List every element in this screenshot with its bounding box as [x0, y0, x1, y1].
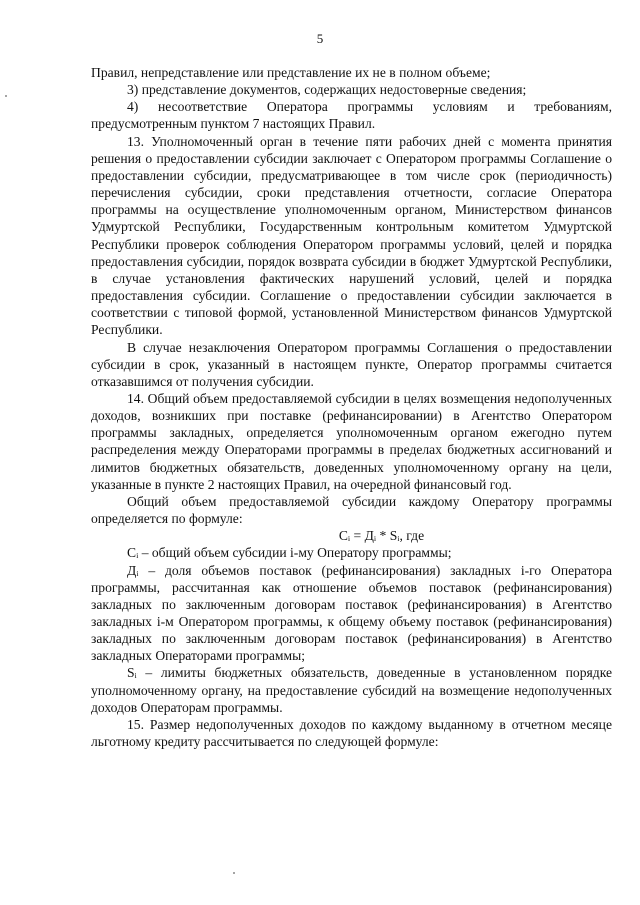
page-number: 5: [316, 31, 324, 46]
clause-14: 14. Общий объем предоставляемой субсидии в целях возмещения недополученных доходов, возникших при поставке (рефинансировании) в Агентство Оператором программы закладных, определяется уполномоченным органом ежегодно путем распределения между Операторами программы в пределах бюджетных ассигнований и лимитов бюджетных обязательств, доведенных уполномоченному органу на цели, указанные в пункте 2 настоящих Правил, на очередной финансовый год.: [91, 390, 612, 492]
clause-13-non-conclusion: В случае незаключения Оператором программы Соглашения о предоставлении субсидии в срок, указанный в настоящем пункте, Оператор программы считается отказавшимся от получения субсидии.: [91, 339, 612, 389]
subsidy-formula: Cᵢ = Дᵢ * Sᵢ, где: [338, 528, 425, 544]
document-body: [91, 64, 612, 750]
scan-speck: [5, 95, 7, 97]
formula-intro: Общий объем предоставляемой субсидии каждому Оператору программы определяется по формуле:: [91, 493, 612, 527]
scan-speck: [233, 872, 235, 874]
paragraph-rules-continuation: Правил, непредставление или представление их не в полном объеме;: [91, 65, 491, 80]
definition-si: Sᵢ – лимиты бюджетных обязательств, доведенные в установленном порядке уполномоченному органу, на предоставление субсидий на возмещение недополученных доходов Операторам программы.: [91, 665, 612, 715]
definition-ci: Cᵢ – общий объем субсидии i-му Оператору программы;: [127, 545, 452, 561]
list-item-4: 4) несоответствие Оператора программы условиям и требованиям, предусмотренным пунктом 7 настоящих Правил.: [91, 99, 612, 132]
clause-13: 13. Уполномоченный орган в течение пяти рабочих дней с момента принятия решения о предоставлении субсидии заключает с Оператором программы Соглашение о предоставлении субсидии, предусматривающее в том числе срок (периодичность) перечисления субсидии, сроки представления отчетности, согласие Оператора программы на осуществление уполномоченным органом, Министерством финансов Удмуртской Республики, Государственным контрольным комитетом Удмуртской Республики проверок соблюдения Оператором программы условий, целей и порядка предоставления субсидии, порядок возврата субсидии в бюджет Удмуртской Республики, в случае установления фактических нарушений условий, целей и порядка предоставления субсидии. Соглашение о предоставлении субсидии заключается в соответствии с типовой формой, установленной Министерством финансов Удмуртской Республики.: [91, 133, 612, 338]
definition-di: Дᵢ – доля объемов поставок (рефинансирования) закладных i-го Оператора программы, рассчитанная как отношение объемов поставок (рефинансирования) закладных по заключенным договорам поставок (рефинансирования) в Агентство закладных i-м Оператором программы, к общему объему поставок (рефинансирования) закладных по заключенным договорам поставок (рефинансирования) в Агентство закладных Операторами программы;: [91, 562, 612, 664]
clause-15: 15. Размер недополученных доходов по каждому выданному в отчетном месяце льготному кредиту рассчитывается по следующей формуле:: [91, 716, 612, 750]
list-item-3: 3) представление документов, содержащих недостоверные сведения;: [127, 82, 527, 98]
